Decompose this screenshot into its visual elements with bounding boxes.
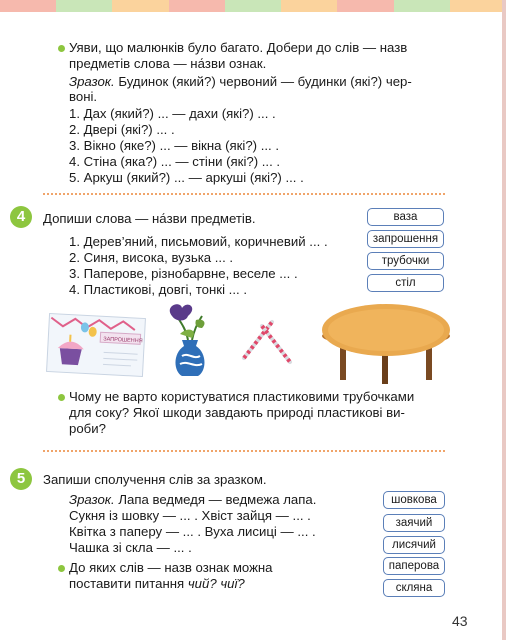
word-chip-trubochky: трубочки [367, 252, 444, 270]
list-item: 2. Синя, висока, вузька ... . [69, 250, 234, 265]
sample-line [69, 74, 412, 89]
straws-illustration [236, 318, 296, 368]
question-line [69, 576, 245, 591]
invitation-card-illustration [44, 312, 148, 378]
sample-line [69, 492, 316, 507]
word-chip-zaproshennia: запрошення [367, 230, 444, 248]
task-text-line: предметів слова — на́зви ознак. [69, 56, 267, 71]
list-item: 1. Дерев’яний, письмовий, коричневий ... . [69, 234, 328, 249]
question-italic-words: чий? чиї? [187, 576, 245, 591]
question-line: Чому не варто користуватися пластиковими трубочками [69, 389, 415, 404]
stripe-segment [281, 0, 337, 12]
card-label: ЗАПРОШЕННЯ [103, 336, 143, 345]
exercise-number-badge: 5 [10, 468, 32, 490]
question-text: поставити питання [69, 576, 188, 591]
question-line: для соку? Якої шкоди завдають природі пластикові ви- [69, 405, 405, 420]
task-line: Квітка з паперу — ... . Вуха лисиці — ... . [69, 524, 316, 539]
task-text-line: Уяви, що малюнків було багато. Добери до слів — назв [69, 40, 408, 55]
page-edge [502, 0, 506, 640]
sample-label: Зразок. [69, 492, 115, 507]
vase-illustration [158, 300, 222, 380]
stripe-segment [394, 0, 450, 12]
top-color-stripe [0, 0, 506, 12]
page-number: 43 [452, 613, 468, 629]
list-item: 3. Паперове, різнобарвне, веселе ... . [69, 266, 298, 281]
list-item: 4. Стіна (яка?) ... — стіни (які?) ... . [69, 154, 281, 169]
word-chip-zaiachyi: заячий [383, 514, 445, 532]
word-chip-stil: стіл [367, 274, 444, 292]
stripe-segment [0, 0, 56, 12]
sample-text: Будинок (який?) червоний — будинки (які?) чер- [114, 74, 412, 89]
word-chip-lysiachyi: лисячий [383, 536, 445, 554]
stripe-segment [225, 0, 281, 12]
stripe-segment [112, 0, 168, 12]
word-chip-skliana: скляна [383, 579, 445, 597]
exercise-title: Допиши слова — на́зви предметів. [43, 211, 256, 226]
exercise-number-badge: 4 [10, 206, 32, 228]
stripe-segment [56, 0, 112, 12]
sample-text: Лапа ведмедя — ведмежа лапа. [114, 492, 317, 507]
word-chip-paperova: паперова [383, 557, 445, 575]
section-divider [43, 450, 445, 452]
exercise-title: Запиши сполучення слів за зразком. [43, 472, 267, 487]
bullet-icon [58, 394, 65, 401]
word-chip-vaza: ваза [367, 208, 444, 226]
task-line: Чашка зі скла — ... . [69, 540, 192, 555]
list-item: 5. Аркуш (який?) ... — аркуші (які?) ... . [69, 170, 304, 185]
list-item: 1. Дах (який?) ... — дахи (які?) ... . [69, 106, 276, 121]
sample-line: воні. [69, 89, 98, 104]
question-line: До яких слів — назв ознак можна [69, 560, 273, 575]
bullet-icon [58, 45, 65, 52]
list-item: 4. Пластикові, довгі, тонкі ... . [69, 282, 247, 297]
table-illustration [318, 300, 454, 386]
question-line: роби? [69, 421, 106, 436]
list-item: 3. Вікно (яке?) ... — вікна (які?) ... . [69, 138, 280, 153]
sample-label: Зразок. [69, 74, 115, 89]
stripe-segment [450, 0, 506, 12]
word-chip-shovkova: шовкова [383, 491, 445, 509]
list-item: 2. Двері (які?) ... . [69, 122, 175, 137]
stripe-segment [169, 0, 225, 12]
stripe-segment [337, 0, 393, 12]
task-line: Сукня із шовку — ... . Хвіст зайця — ... . [69, 508, 311, 523]
section-divider [43, 193, 445, 195]
bullet-icon [58, 565, 65, 572]
